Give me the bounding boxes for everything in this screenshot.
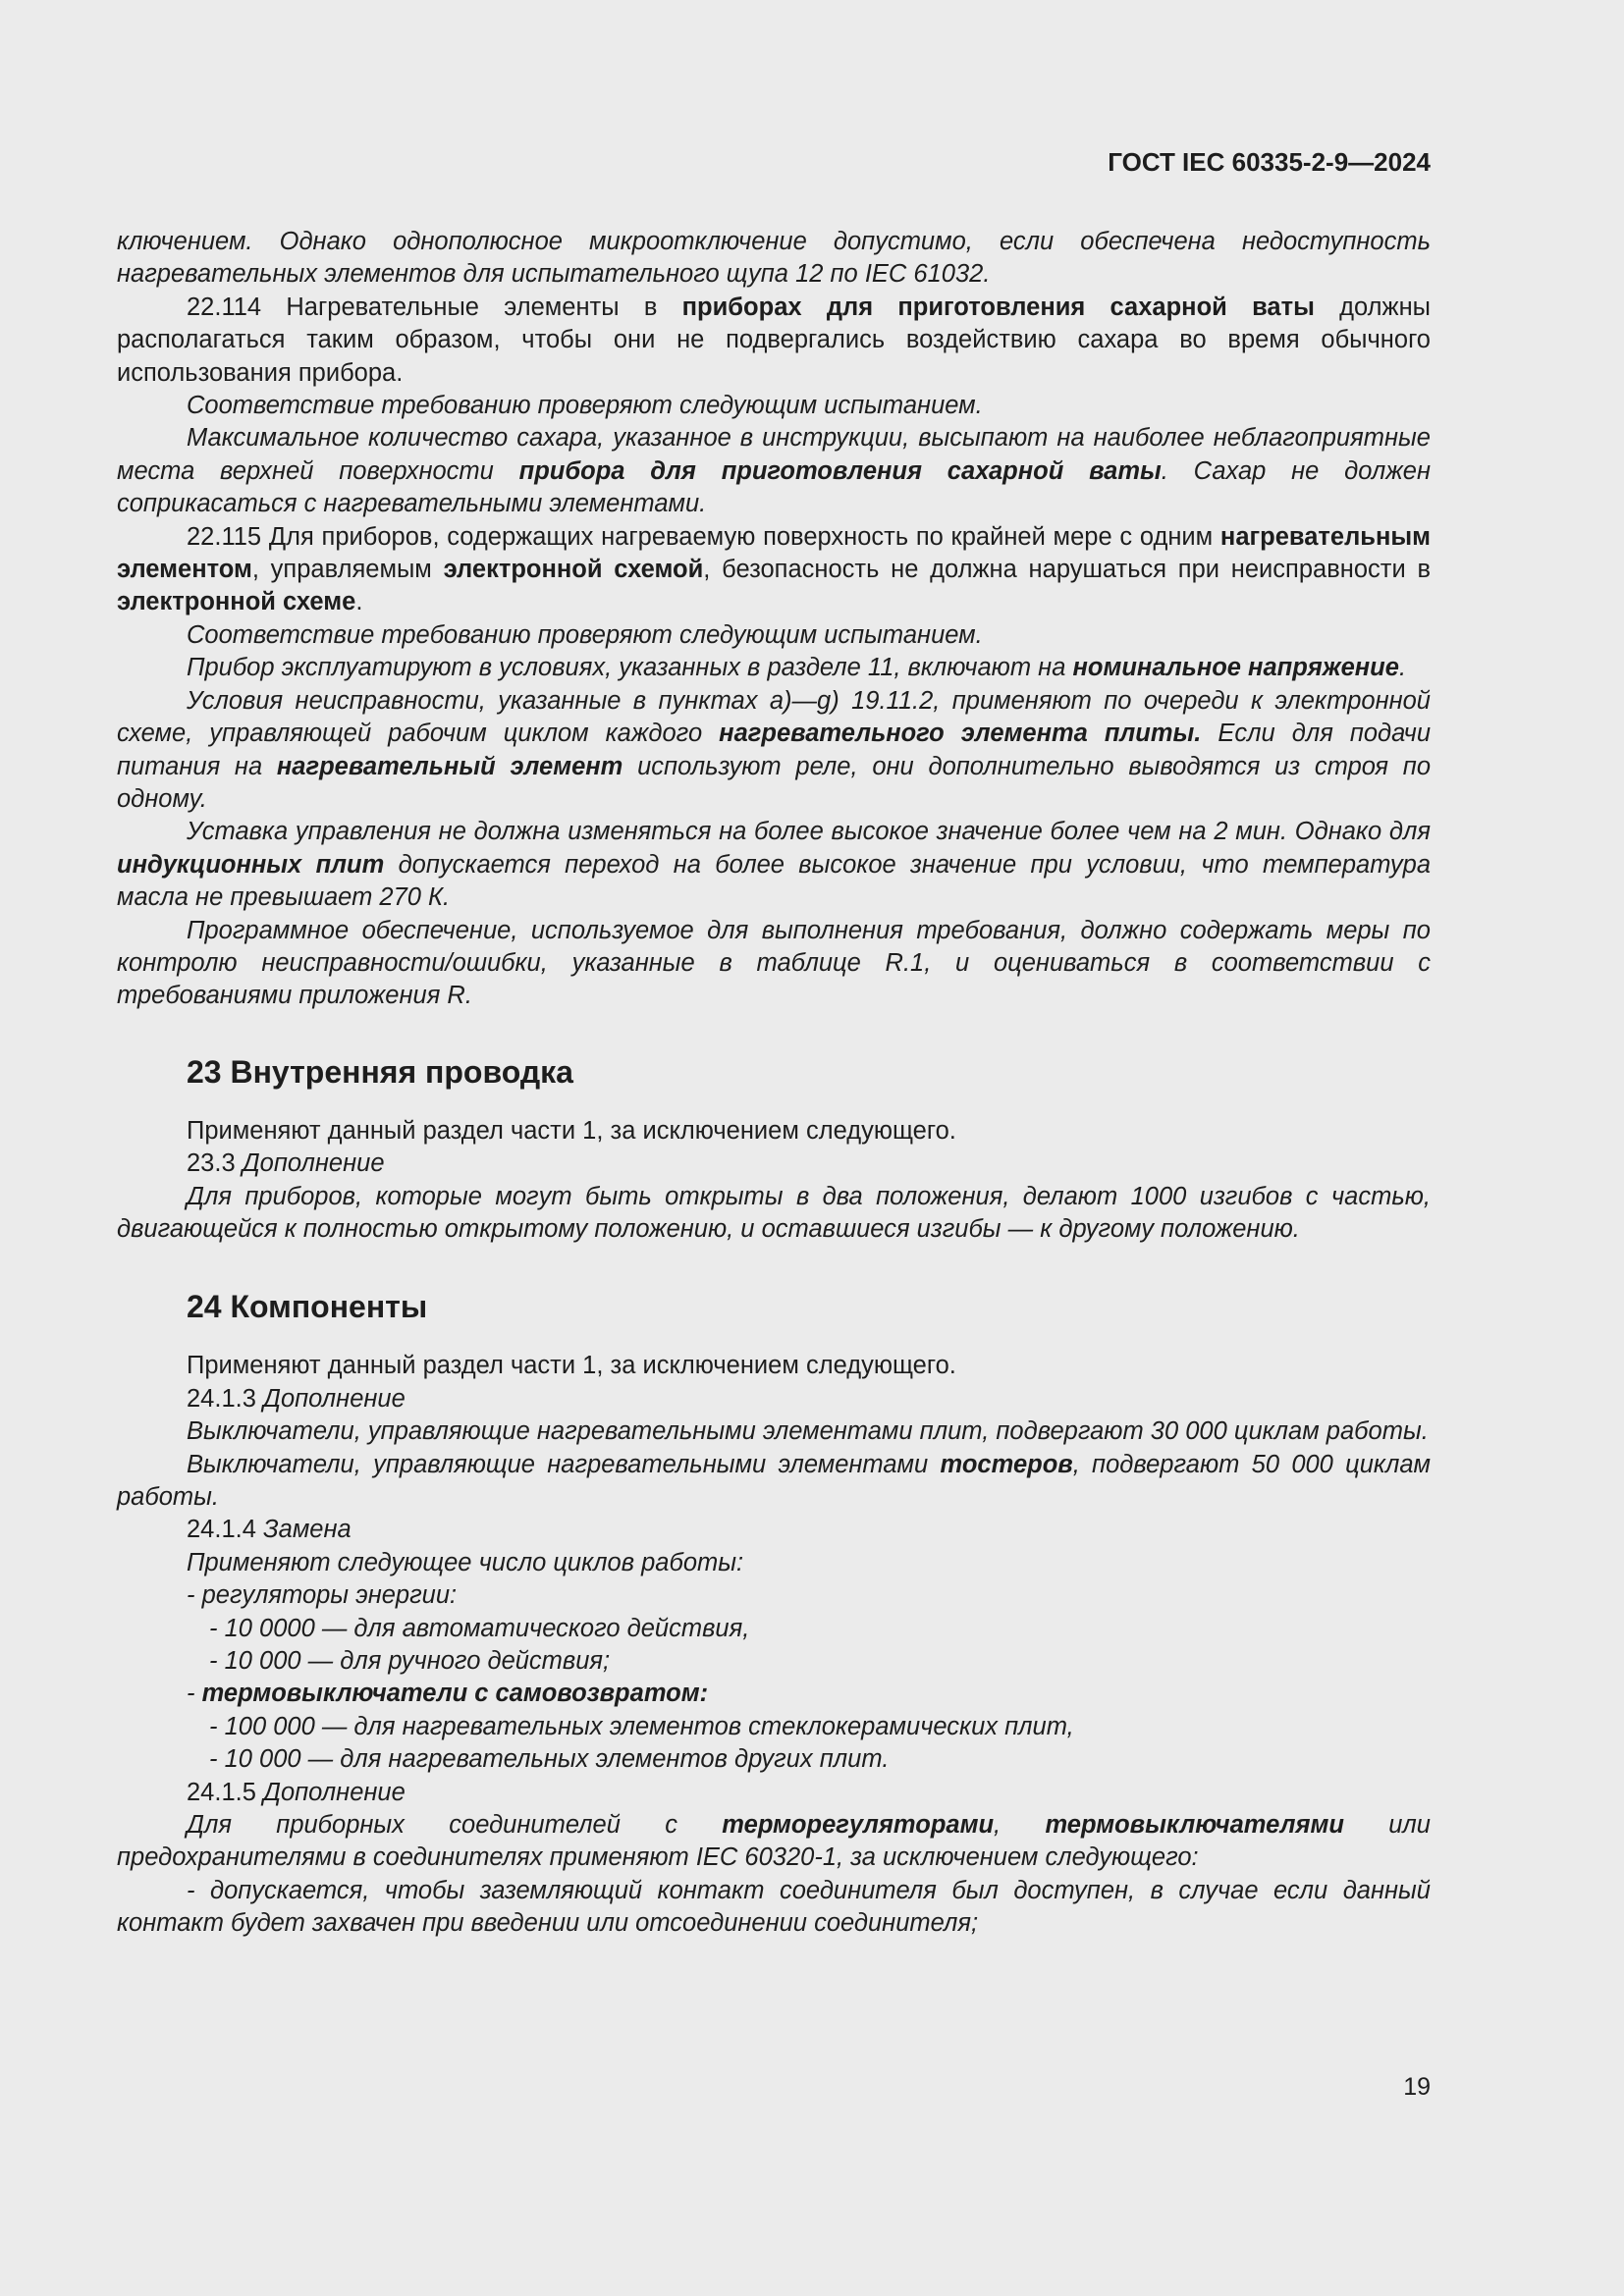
clause-number: 24.1.5 (187, 1778, 263, 1806)
clause-number: 23.3 (187, 1149, 243, 1178)
section-24-applicability: Применяют данный раздел части 1, за исключением следующего. (187, 1352, 956, 1380)
clause-24-1-3-heading (117, 1383, 1431, 1415)
clause-22-114 (117, 292, 1431, 390)
clause-24-1-5-text-1 (117, 1809, 1431, 1875)
clause-22-115-operation (117, 652, 1431, 684)
term: нагревательным элементом (117, 522, 1431, 584)
term: прибора для приготовления сахарной ваты (518, 456, 1162, 485)
clause-23-3-text: Для приборов, которые могут быть открыты в два положения, делают 1000 изгибов с частью, двигающейся к полностью открытому положению, и оставшиеся изгибы — к другому положению. (117, 1182, 1431, 1243)
clause-22-115-software: Программное обеспечение, используемое для выполнения требования, должно содержать меры по контролю неисправности/ошибки, указанные в таблице R.1, и оцениваться в соответствии с требованиями приложения R. (117, 916, 1431, 1010)
text: 22.115 Для приборов, содержащих нагреваемую поверхность по крайней мере с одним (187, 522, 1220, 551)
clause-22-114-procedure (117, 422, 1431, 520)
clause-label: Дополнение (262, 1384, 406, 1413)
clause-label: Дополнение (242, 1149, 385, 1178)
text: , управляемым (251, 556, 444, 584)
document-header: ГОСТ IEC 60335-2-9—2024 (1108, 147, 1431, 177)
text: . (355, 588, 363, 616)
clause-24-1-4-intro: Применяют следующее число циклов работы: (187, 1548, 744, 1576)
list-subitem: - 10 000 — для нагревательных элементов других плит. (209, 1745, 890, 1774)
term: тостеров (940, 1450, 1073, 1478)
text: . Сахар не должен соприкасаться с нагревательными элементами. (117, 456, 1431, 518)
term: приборах для приготовления сахарной ваты (681, 293, 1315, 321)
section-23-applicability: Применяют данный раздел части 1, за исключением следующего. (187, 1116, 956, 1145)
page-number: 19 (1403, 2073, 1431, 2101)
term: электронной схеме (117, 588, 356, 616)
clause-number: 24.1.4 (187, 1516, 263, 1544)
text: используют реле, они дополнительно выводятся из строя по одному. (117, 752, 1432, 813)
clause-number: 24.1.3 (187, 1384, 263, 1413)
list-subitem: - 10 0000 — для автоматического действия, (209, 1614, 750, 1642)
term: терморегуляторами (722, 1811, 995, 1840)
clause-22-114-test: Соответствие требованию проверяют следующим испытанием. (187, 392, 983, 420)
list-subitem: - 100 000 — для нагревательных элементов стеклокерамических плит, (209, 1712, 1074, 1740)
text: , безопасность не должна нарушаться при неисправности в (703, 556, 1431, 584)
text: . (1398, 654, 1407, 682)
term: нагревательного элемента плиты. (719, 720, 1202, 748)
clause-23-3-heading (117, 1148, 1431, 1180)
clause-22-115-test: Соответствие требованию проверяют следующим испытанием. (187, 620, 983, 649)
clause-24-1-3-text-2 (117, 1449, 1431, 1515)
text: 22.114 Нагревательные элементы в (187, 293, 682, 321)
text: Условия неисправности, указанные в пунктах а)—g) 19.11.2, применяют по очереди к электронной схеме, управляющей рабочим циклом каждого (117, 686, 1431, 748)
text: Выключатели, управляющие нагревательными элементами (187, 1450, 941, 1478)
section-24-heading: 24 Компоненты (187, 1289, 428, 1325)
text: Максимальное количество сахара, указанное в инструкции, высыпают на наиболее неблагоприятные места верхней поверхности (117, 424, 1431, 485)
text: Для приборных соединителей с (187, 1811, 723, 1840)
term: номинальное напряжение (1072, 654, 1399, 682)
clause-label: Замена (262, 1516, 352, 1544)
list-item: - регуляторы энергии: (187, 1581, 458, 1610)
text: Прибор эксплуатируют в условиях, указанных в разделе 11, включают на (187, 654, 1073, 682)
document-body (117, 226, 1431, 1941)
section-23-heading: 23 Внутренняя проводка (187, 1053, 573, 1090)
text: должны располагаться таким образом, чтобы они не подвергались воздействию сахара во время обычного использования прибора. (117, 293, 1431, 387)
clause-22-115-fault-conditions (117, 685, 1431, 817)
text: , подвергают 50 000 циклам работы. (117, 1450, 1431, 1511)
clause-label: Дополнение (262, 1778, 406, 1806)
text: допускается переход на более высокое значение при условии, что температура масла не превышает 270 К. (117, 850, 1431, 912)
list-item (117, 1678, 1431, 1710)
clause-24-1-3-text-1: Выключатели, управляющие нагревательными элементами плит, подвергают 30 000 циклам работы. (187, 1417, 1429, 1446)
text: , (994, 1811, 1046, 1840)
term: термовыключатели с самовозвратом: (201, 1680, 709, 1708)
term: индукционных плит (117, 850, 385, 879)
term: термовыключателями (1045, 1811, 1344, 1840)
list-dash: - (187, 1680, 202, 1708)
list-subitem: - 10 000 — для ручного действия; (209, 1647, 611, 1676)
clause-24-1-4-heading (117, 1514, 1431, 1546)
text: или предохранителями в соединителях применяют IEC 60320-1, за исключением следующего: (117, 1811, 1431, 1872)
clause-24-1-5-heading (117, 1777, 1431, 1809)
term: нагревательный элемент (276, 752, 623, 780)
text: Если для подачи питания на (117, 720, 1431, 780)
clause-24-1-5-text-2: - допускается, чтобы заземляющий контакт соединителя был доступен, в случае если данный контакт будет захвачен при введении или отсоединении соединителя; (117, 1876, 1431, 1938)
clause-22-115-setpoint (117, 816, 1431, 914)
intro-paragraph: ключением. Однако однополюсное микроотключение допустимо, если обеспечена недоступность нагревательных элементов для испытательного щупа 12 по IEC 61032. (117, 228, 1431, 289)
term: электронной схемой (443, 556, 704, 584)
clause-22-115 (117, 521, 1431, 619)
text: Уставка управления не должна изменяться на более высокое значение более чем на 2 мин. Однако для (187, 818, 1431, 846)
